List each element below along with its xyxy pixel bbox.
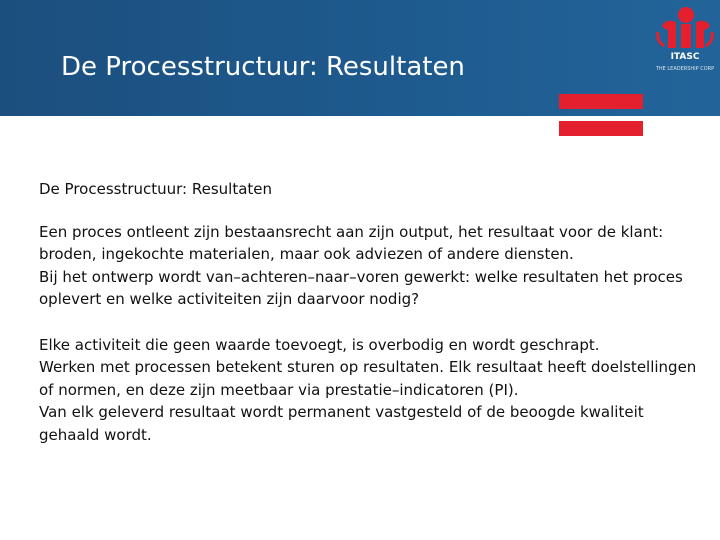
body-paragraph: Een proces ontleent zijn bestaansrecht aan zijn output, het resultaat voor de klant: broden, ingekochte materialen, maar ook adviezen of andere diensten.: [39, 222, 664, 263]
body-paragraph: Elke activiteit die geen waarde toevoegt, is overbodig en wordt geschrapt.: [39, 335, 600, 354]
logo-tagline: THE LEADERSHIP CORP: [655, 66, 715, 72]
body-paragraph: Werken met processen betekent sturen op resultaten. Elk resultaat heeft doelstellingen of normen, en deze zijn meetbaar via prestatie–indicatoren (PI).: [39, 358, 697, 399]
logo-wordmark: ITASC: [670, 52, 700, 62]
slide-body: [39, 178, 699, 446]
body-paragraph: Van elk geleverd resultaat wordt permanent vastgesteld of de beoogde kwaliteit gehaald wordt.: [39, 403, 644, 444]
body-heading: De Processtructuur: Resultaten: [39, 180, 273, 198]
slide-title: De Processtructuur: Resultaten: [61, 52, 465, 82]
red-accent-bar-top: [559, 94, 643, 109]
paragraph-spacer: [39, 311, 699, 334]
logo-figure-icon: [652, 2, 718, 50]
red-accent-bar-bottom: [559, 121, 643, 136]
body-paragraph: Bij het ontwerp wordt van–achteren–naar–voren gewerkt: welke resultaten het proces oplevert en welke activiteiten zijn daarvoor nodig?: [39, 267, 683, 308]
itasc-logo: [652, 2, 718, 82]
